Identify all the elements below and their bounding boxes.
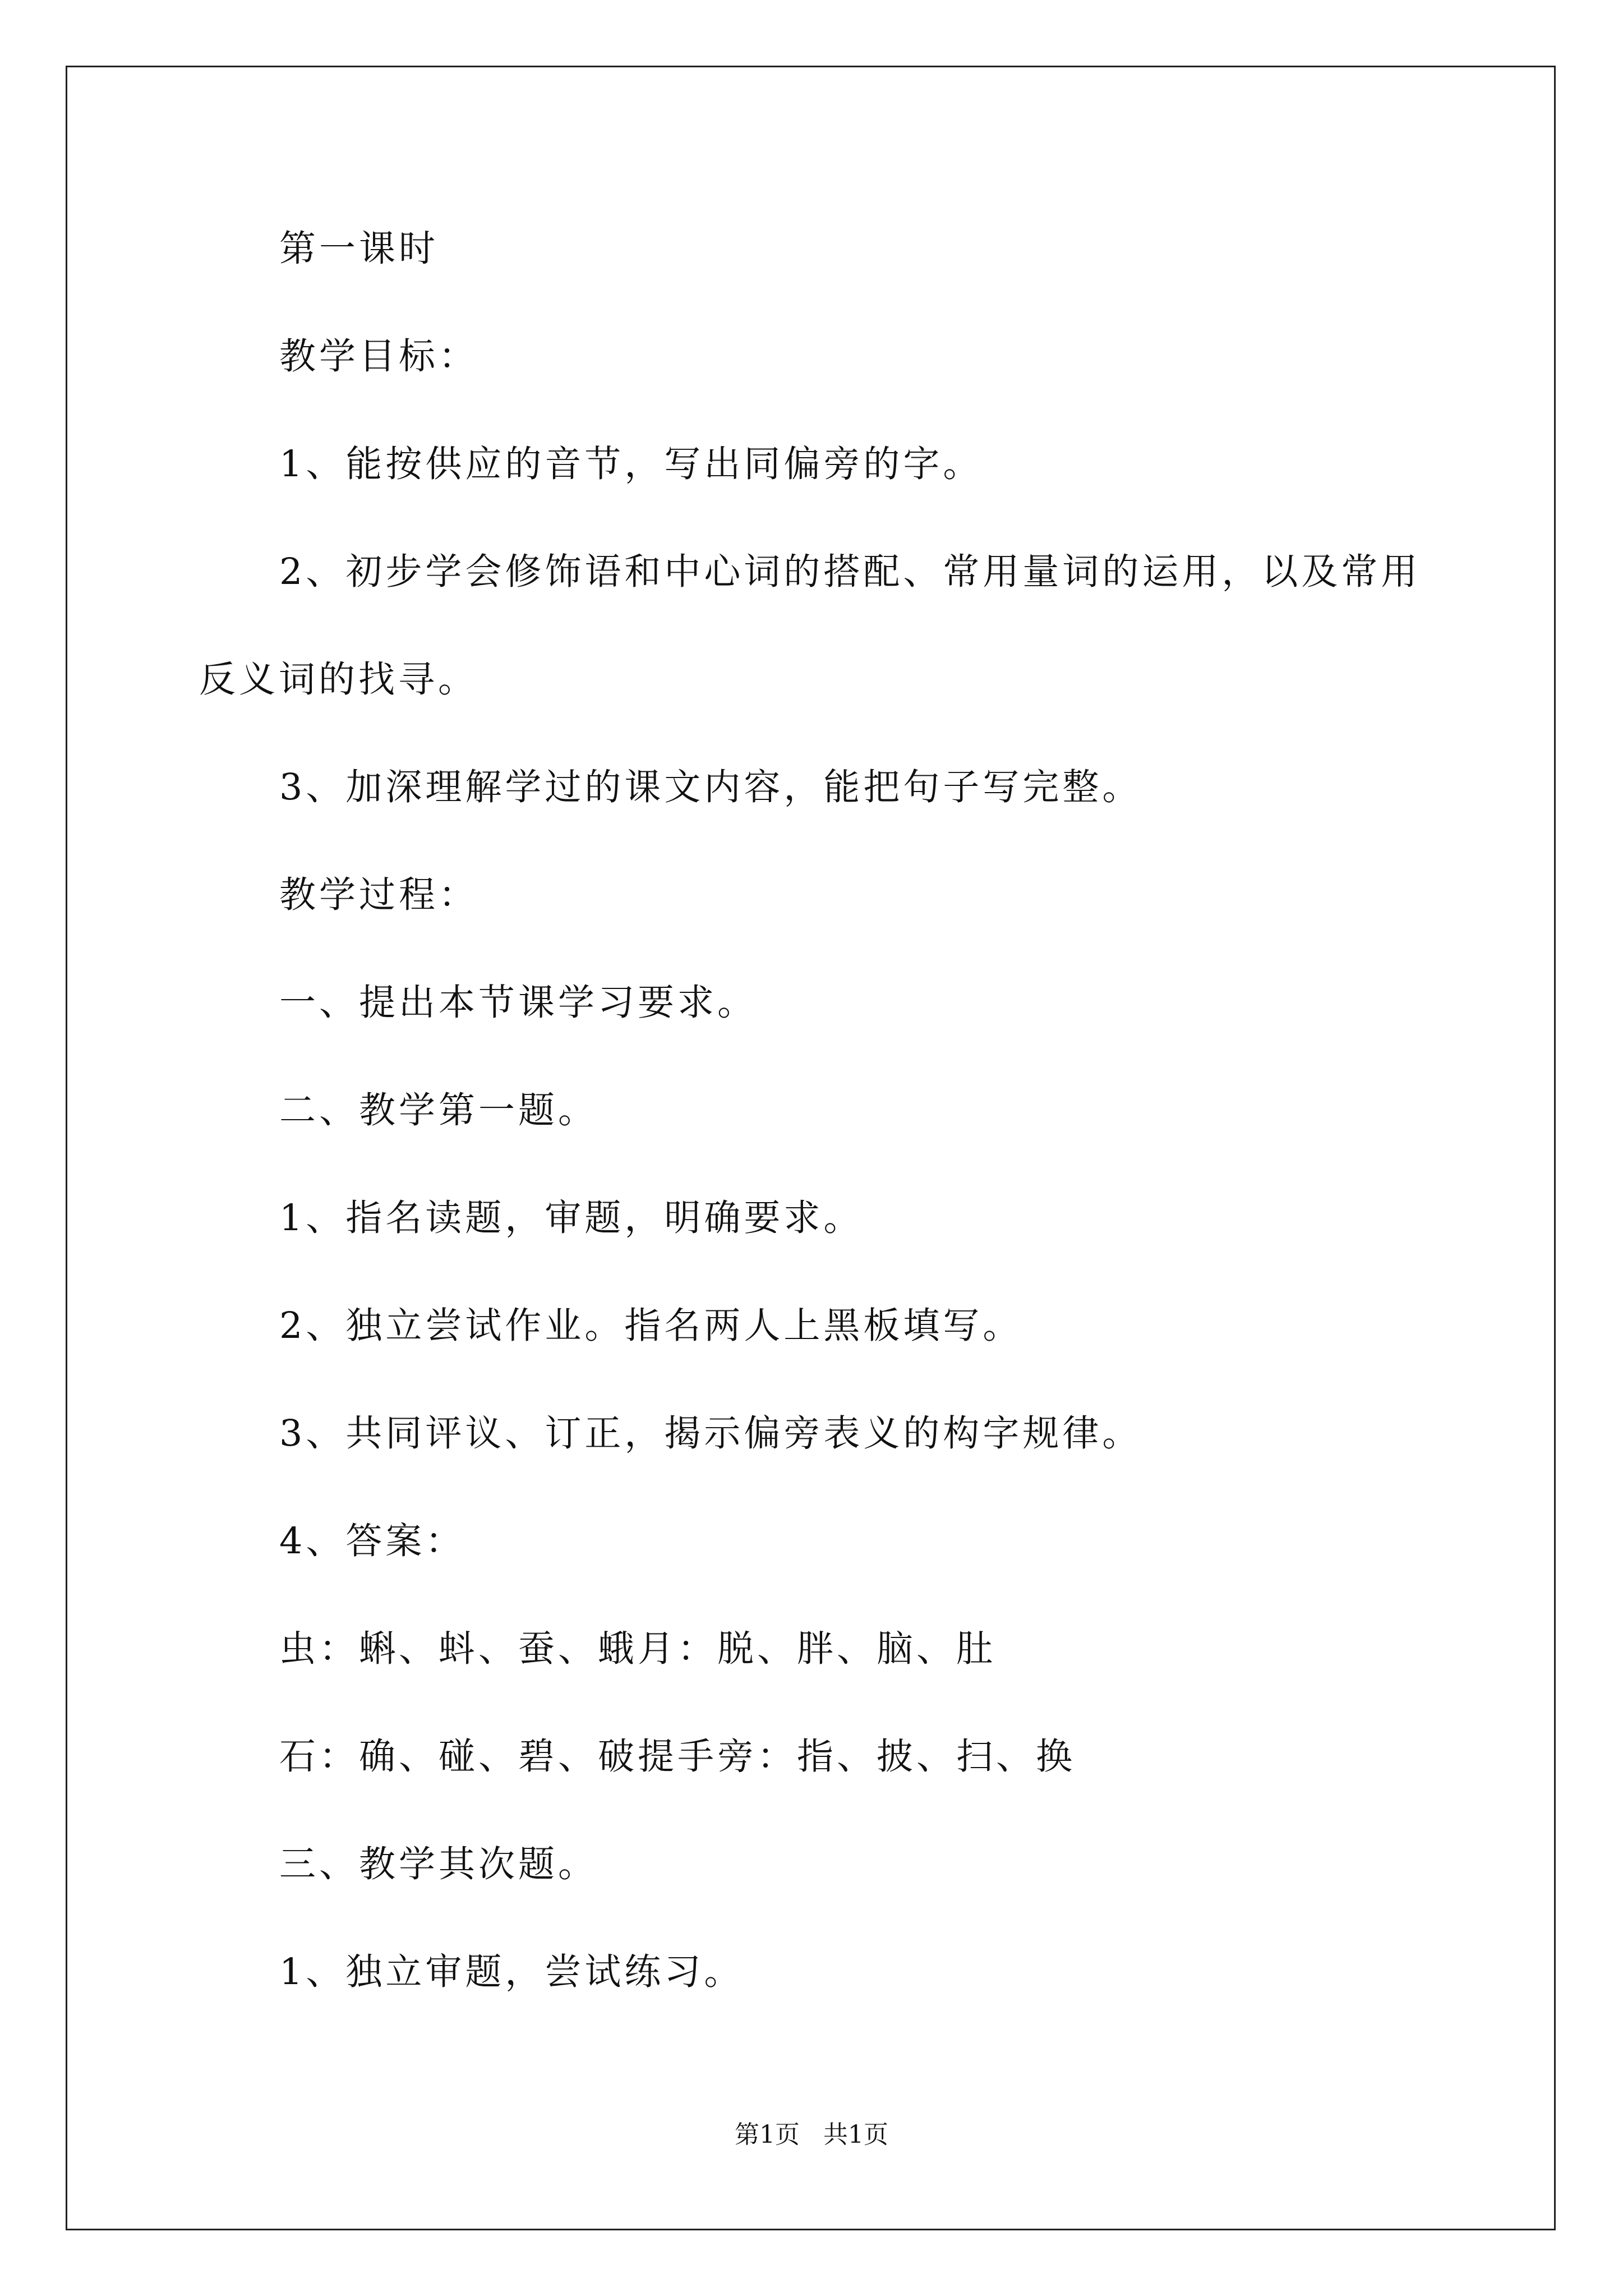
- answer-line-2: 石：确、碰、碧、破提手旁：指、披、扫、换: [279, 1736, 1076, 1778]
- page-border: [66, 66, 1556, 2230]
- objective-2-line-2: 反义词的找寻。: [199, 659, 478, 701]
- step-2-item-1: 1、指名读题，审题，明确要求。: [279, 1197, 864, 1239]
- objective-1: 1、能按供应的音节，写出同偏旁的字。: [279, 443, 983, 485]
- step-3-item-1: 1、独立审题，尝试练习。: [279, 1951, 744, 1993]
- step-2-item-4: 4、答案：: [279, 1520, 465, 1562]
- heading-objectives: 教学目标：: [279, 335, 479, 378]
- answer-line-1: 虫：蝌、蚪、蚕、蛾月：脱、胖、脑、肚: [279, 1628, 997, 1670]
- heading-process: 教学过程：: [279, 874, 479, 916]
- step-2-item-2: 2、独立尝试作业。指名两人上黑板填写。: [279, 1305, 1023, 1347]
- heading-lesson: 第一课时: [279, 228, 439, 270]
- process-step-1: 一、提出本节课学习要求。: [279, 982, 758, 1024]
- process-step-2: 二、教学第一题。: [279, 1089, 598, 1131]
- step-2-item-3: 3、共同评议、订正，揭示偏旁表义的构字规律。: [279, 1412, 1142, 1455]
- objective-3: 3、加深理解学过的课文内容，能把句子写完整。: [279, 766, 1142, 808]
- objective-2-line-1: 2、初步学会修饰语和中心词的搭配、常用量词的运用，以及常用: [279, 551, 1421, 593]
- process-step-3: 三、教学其次题。: [279, 1843, 598, 1885]
- page-footer: 第1页 共1页: [735, 2120, 888, 2149]
